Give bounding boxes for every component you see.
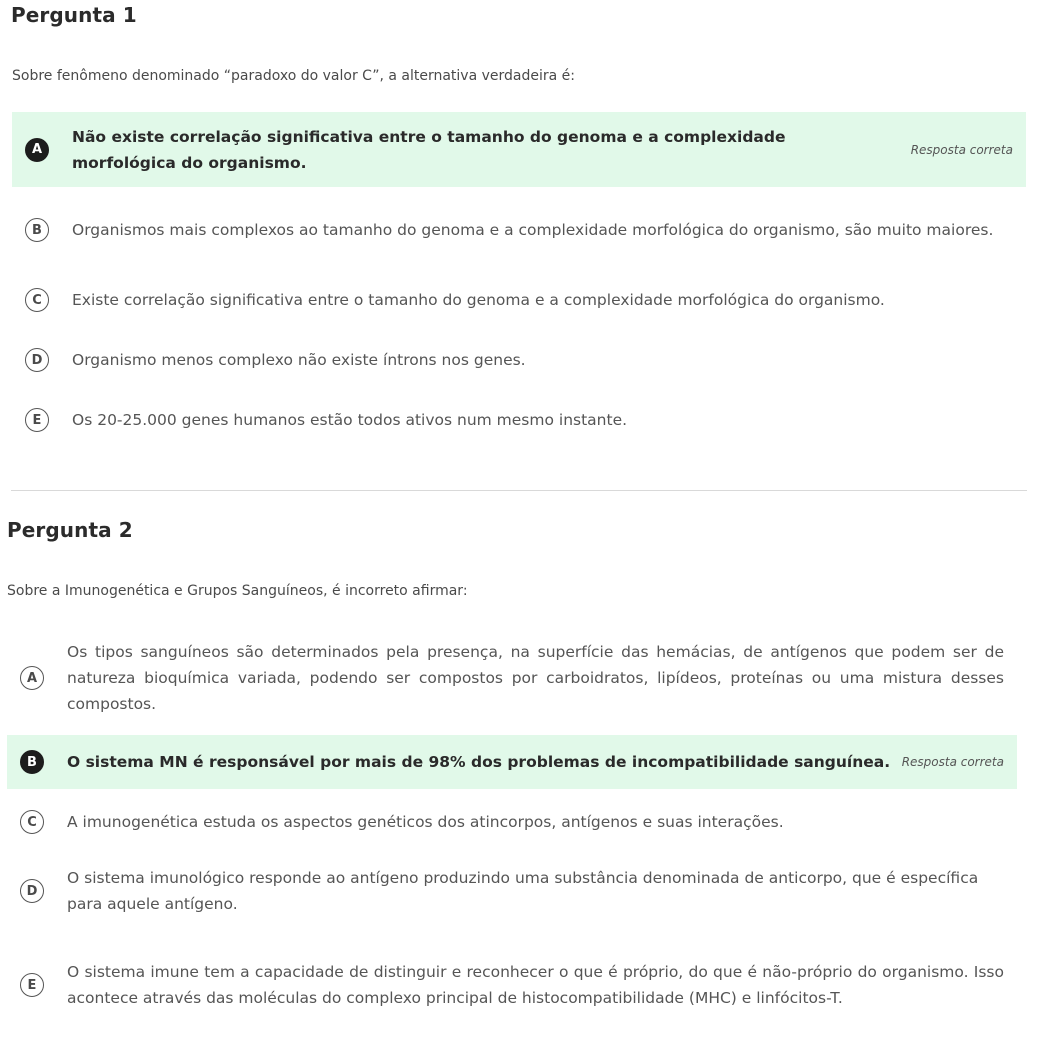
correct-answer-tag: Resposta correta [910, 142, 1013, 157]
q2-option-d[interactable] [7, 863, 1017, 919]
q2-option-e[interactable] [7, 944, 1017, 1026]
question-divider [11, 490, 1027, 491]
q2-option-a[interactable] [7, 637, 1017, 719]
option-text: O sistema imunológico responde ao antígeno produzindo uma substância denominada de anticorpo, que é específica para aquele antígeno. [67, 869, 979, 913]
q1-option-b[interactable] [12, 202, 1026, 258]
question-2-text: Sobre a Imunogenética e Grupos Sanguíneos, é incorreto afirmar: [7, 583, 468, 599]
q2-option-b[interactable] [7, 735, 1017, 789]
correct-answer-tag: Resposta correta [901, 755, 1004, 769]
question-1-text: Sobre fenômeno denominado “paradoxo do valor C”, a alternativa verdadeira é: [12, 68, 575, 84]
option-letter-badge: B [20, 750, 44, 774]
q1-option-d[interactable] [12, 345, 1026, 375]
option-letter-badge: A [25, 138, 49, 162]
option-text: Os 20-25.000 genes humanos estão todos ativos num mesmo instante. [72, 411, 628, 429]
option-text: O sistema MN é responsável por mais de 98% dos problemas de incompatibilidade sanguínea. [67, 753, 891, 771]
option-letter-badge: C [20, 810, 44, 834]
option-text: Os tipos sanguíneos são determinados pela presença, na superfície das hemácias, de antígenos que podem ser de natureza bioquímica variada, podendo ser compostos por carboidratos, lipídeos, proteínas ou uma mistura desses compostos. [67, 643, 1004, 713]
option-letter-badge: B [25, 218, 49, 242]
q1-option-a[interactable] [12, 112, 1026, 187]
option-text: Organismos mais complexos ao tamanho do genoma e a complexidade morfológica do organismo, são muito maiores. [72, 221, 994, 239]
option-text: Não existe correlação significativa entre o tamanho do genoma e a complexidade morfológica do organismo. [72, 127, 786, 172]
question-1-title: Pergunta 1 [11, 3, 137, 27]
option-letter-badge: D [20, 879, 44, 903]
option-letter-badge: C [25, 288, 49, 312]
option-text: Organismo menos complexo não existe íntrons nos genes. [72, 351, 526, 369]
option-letter-badge: A [20, 666, 44, 690]
option-letter-badge: E [20, 973, 44, 997]
option-text: O sistema imune tem a capacidade de distinguir e reconhecer o que é próprio, do que é não-próprio do organismo. Isso acontece através das moléculas do complexo principal de histocompatibilidade (MHC) e linfócitos-T. [67, 963, 1004, 1007]
option-text: Existe correlação significativa entre o tamanho do genoma e a complexidade morfológica do organismo. [72, 291, 885, 309]
option-letter-badge: E [25, 408, 49, 432]
q2-option-c[interactable] [7, 807, 1017, 837]
q1-option-e[interactable] [12, 405, 1026, 435]
question-2-title: Pergunta 2 [7, 518, 133, 542]
option-letter-badge: D [25, 348, 49, 372]
option-text: A imunogenética estuda os aspectos genéticos dos atincorpos, antígenos e suas interações. [67, 813, 784, 831]
q1-option-c[interactable] [12, 285, 1026, 315]
